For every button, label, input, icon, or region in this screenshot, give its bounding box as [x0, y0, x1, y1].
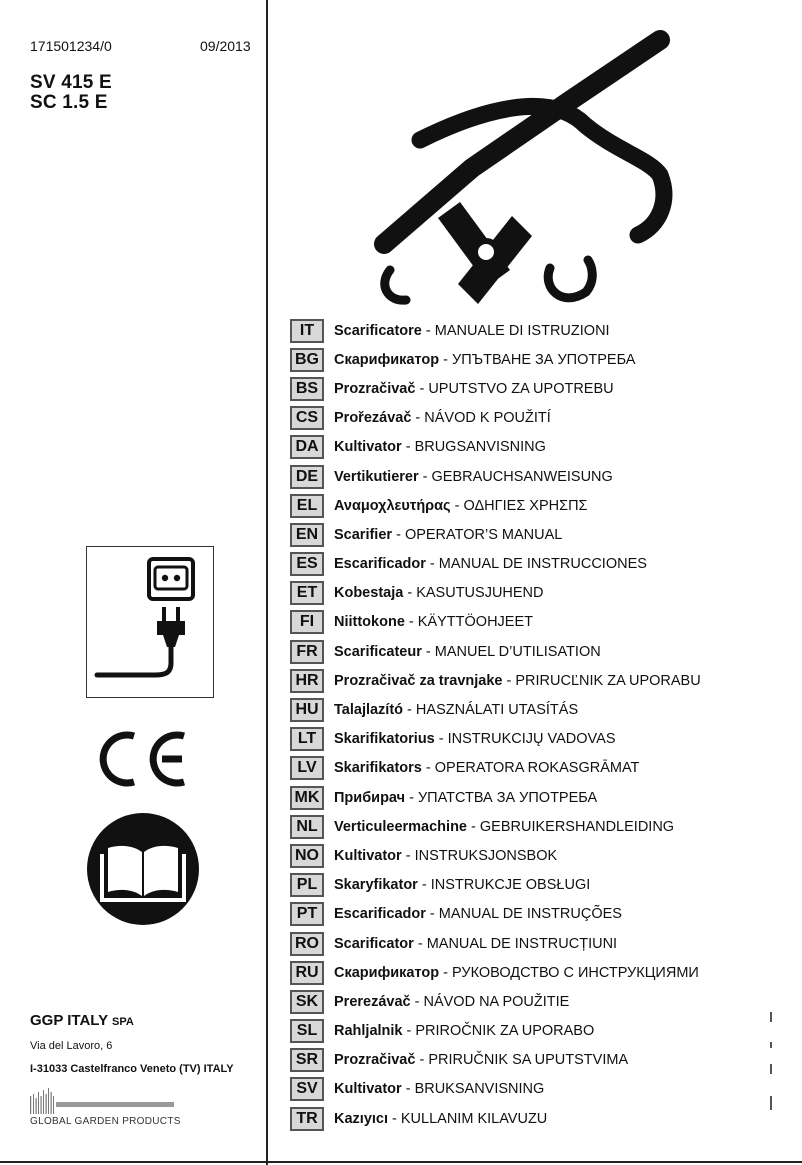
model-name: SC 1.5 E — [30, 92, 108, 113]
language-code-badge: BG — [290, 348, 324, 372]
product-name: Prozračivač — [334, 1052, 416, 1069]
language-row — [290, 491, 701, 520]
separator: - — [413, 935, 427, 952]
edge-mark — [770, 1012, 772, 1022]
language-code-badge: SV — [290, 1077, 324, 1101]
product-name: Scarifier — [334, 526, 393, 543]
language-row — [290, 929, 701, 958]
separator: - — [415, 1052, 429, 1069]
separator: - — [415, 380, 429, 397]
manual-title: MANUAL DE INSTRUCȚIUNI — [426, 935, 618, 952]
manual-title: GEBRAUCHSANWEISUNG — [431, 468, 613, 485]
language-code-badge: TR — [290, 1107, 324, 1131]
manual-title: OPERATORA ROKASGRĀMAT — [434, 760, 640, 777]
manual-title: NÁVOD NA POUŽITIE — [423, 993, 570, 1010]
language-code-badge: RO — [290, 932, 324, 956]
separator: - — [410, 993, 424, 1010]
language-row — [290, 841, 701, 870]
product-name: Rahljalnik — [334, 1023, 403, 1040]
scarifier-icon — [360, 30, 680, 310]
separator: - — [421, 643, 435, 660]
product-name: Kazıyıcı — [334, 1110, 388, 1127]
product-name: Escarificador — [334, 906, 426, 923]
product-name: Prerezávač — [334, 993, 411, 1010]
manual-title: ΟΔΗΓΙΕΣ ΧΡΗΣΠΣ — [463, 497, 588, 514]
manual-title: KASUTUSJUHEND — [416, 585, 544, 602]
manual-title: INSTRUKCJE OBSŁUGI — [430, 877, 591, 894]
document-date: 09/2013 — [200, 38, 251, 54]
manual-title: РУКОВОДСТВО С ИНСТРУКЦИЯМИ — [452, 964, 699, 981]
product-name: Escarificador — [334, 556, 426, 573]
product-name: Niittokone — [334, 614, 405, 631]
manual-title: BRUKSANVISNING — [414, 1081, 545, 1098]
company-name — [30, 1012, 134, 1029]
product-name: Skarifikatorius — [334, 731, 435, 748]
bottom-rule — [0, 1161, 802, 1163]
language-code-badge: PT — [290, 902, 324, 926]
separator: - — [502, 672, 516, 689]
language-row — [290, 462, 701, 491]
separator: - — [439, 964, 453, 981]
manual-title: KULLANIM KILAVUZU — [400, 1110, 548, 1127]
electric-plug-pictogram — [86, 546, 214, 698]
edge-mark — [770, 1096, 772, 1110]
language-code-badge: LT — [290, 727, 324, 751]
document-code: 171501234/0 — [30, 38, 112, 54]
language-row — [290, 1075, 701, 1104]
language-row — [290, 900, 701, 929]
model-name: SV 415 E — [30, 72, 112, 93]
electric-plug-icon — [87, 547, 213, 697]
language-row — [290, 754, 701, 783]
language-row — [290, 987, 701, 1016]
language-row — [290, 871, 701, 900]
language-code-badge: LV — [290, 756, 324, 780]
language-row — [290, 520, 701, 549]
language-code-badge: EL — [290, 494, 324, 518]
barcode-logo-icon — [30, 1088, 180, 1114]
language-code-badge: ET — [290, 581, 324, 605]
language-code-badge: NO — [290, 844, 324, 868]
product-name: Skaryfikator — [334, 877, 418, 894]
separator: - — [450, 497, 464, 514]
separator: - — [388, 1110, 401, 1127]
company-city: I-31033 Castelfranco Veneto (TV) ITALY — [30, 1063, 234, 1075]
language-row — [290, 812, 701, 841]
product-name: Prozračivač — [334, 380, 416, 397]
language-code-badge: HR — [290, 669, 324, 693]
product-name: Scarificateur — [334, 643, 422, 660]
separator: - — [405, 789, 418, 806]
company-name-text: GGP ITALY — [30, 1012, 108, 1029]
manual-title: INSTRUKSJONSBOK — [414, 847, 558, 864]
product-name: Αναμοχλευτήρας — [334, 497, 451, 514]
language-code-badge: SR — [290, 1048, 324, 1072]
company-suffix: SPA — [111, 1016, 134, 1028]
separator: - — [401, 439, 415, 456]
language-code-badge: FI — [290, 610, 324, 634]
manual-title: BRUGSANVISNING — [414, 439, 546, 456]
separator: - — [434, 731, 448, 748]
language-code-badge: FR — [290, 640, 324, 664]
language-row — [290, 1046, 701, 1075]
separator: - — [403, 702, 416, 719]
separator: - — [417, 877, 431, 894]
language-row — [290, 783, 701, 812]
language-row — [290, 579, 701, 608]
manual-title: УПЪТВАНЕ ЗА УПОТРЕБА — [452, 351, 636, 368]
language-list — [290, 316, 701, 1133]
product-name: Скарификатор — [334, 964, 440, 981]
language-row — [290, 666, 701, 695]
edge-mark — [770, 1042, 772, 1048]
language-row — [290, 433, 701, 462]
language-code-badge: RU — [290, 961, 324, 985]
language-code-badge: BS — [290, 377, 324, 401]
language-code-badge: IT — [290, 319, 324, 343]
product-name: Verticuleermachine — [334, 818, 467, 835]
language-row — [290, 958, 701, 987]
language-row — [290, 404, 701, 433]
manual-title: INSTRUKCIJŲ VADOVAS — [447, 731, 616, 748]
manual-book-icon — [86, 812, 200, 926]
separator: - — [401, 847, 415, 864]
manual-title: PRIRUČNIK SA UPUTSTVIMA — [428, 1052, 629, 1069]
manual-title: PRIROČNIK ZA UPORABO — [415, 1023, 595, 1040]
language-code-badge: PL — [290, 873, 324, 897]
language-code-badge: DE — [290, 465, 324, 489]
product-name: Kobestaja — [334, 585, 404, 602]
vertical-divider — [266, 0, 268, 1165]
separator: - — [402, 1023, 416, 1040]
product-name: Prořezávač — [334, 410, 412, 427]
language-code-badge: CS — [290, 406, 324, 430]
manual-title: NÁVOD K POUŽITÍ — [424, 410, 551, 427]
separator: - — [425, 906, 439, 923]
product-name: Kultivator — [334, 439, 402, 456]
language-code-badge: MK — [290, 786, 324, 810]
language-row — [290, 1104, 701, 1133]
product-name: Skarifikators — [334, 760, 422, 777]
separator: - — [403, 585, 417, 602]
language-code-badge: SK — [290, 990, 324, 1014]
language-row — [290, 550, 701, 579]
manual-title: HASZNÁLATI UTASÍTÁS — [415, 702, 579, 719]
product-name: Прибирач — [334, 789, 406, 806]
manual-title: OPERATOR’S MANUAL — [404, 526, 563, 543]
language-code-badge: HU — [290, 698, 324, 722]
language-row — [290, 374, 701, 403]
language-row — [290, 345, 701, 374]
language-row — [290, 725, 701, 754]
product-name: Kultivator — [334, 1081, 402, 1098]
product-name: Скарификатор — [334, 351, 440, 368]
language-row — [290, 608, 701, 637]
manual-title: MANUAL DE INSTRUÇÕES — [438, 906, 622, 923]
manual-title: MANUALE DI ISTRUZIONI — [434, 322, 610, 339]
brand-name: GLOBAL GARDEN PRODUCTS — [30, 1116, 181, 1127]
separator: - — [425, 556, 439, 573]
separator: - — [421, 760, 435, 777]
separator: - — [404, 614, 418, 631]
separator: - — [439, 351, 453, 368]
edge-mark — [770, 1064, 772, 1074]
language-row — [290, 1017, 701, 1046]
product-name: Scarificatore — [334, 322, 422, 339]
manual-title: УПАТСТВА ЗА УПОТРЕБА — [417, 789, 598, 806]
separator: - — [411, 410, 425, 427]
product-name: Kultivator — [334, 847, 402, 864]
language-code-badge: ES — [290, 552, 324, 576]
language-code-badge: DA — [290, 435, 324, 459]
language-code-badge: EN — [290, 523, 324, 547]
separator: - — [467, 818, 480, 835]
product-name: Vertikutierer — [334, 468, 419, 485]
company-street: Via del Lavoro, 6 — [30, 1040, 113, 1052]
ce-mark-icon — [90, 726, 190, 792]
separator: - — [401, 1081, 415, 1098]
product-name: Prozračivač za travnjake — [334, 672, 503, 689]
language-row — [290, 637, 701, 666]
manual-title: MANUEL D’UTILISATION — [434, 643, 601, 660]
language-row — [290, 695, 701, 724]
product-name: Talajlazító — [334, 702, 404, 719]
manual-title: MANUAL DE INSTRUCCIONES — [438, 556, 647, 573]
manual-title: UPUTSTVO ZA UPOTREBU — [428, 380, 614, 397]
language-code-badge: SL — [290, 1019, 324, 1043]
manual-title: PRIRUCĽNIK ZA UPORABU — [515, 672, 701, 689]
separator: - — [421, 322, 435, 339]
language-row — [290, 316, 701, 345]
separator: - — [392, 526, 405, 543]
manual-title: GEBRUIKERSHANDLEIDING — [479, 818, 675, 835]
product-name: Scarificator — [334, 935, 414, 952]
manual-title: KÄYTTÖOHJEET — [417, 614, 533, 631]
separator: - — [418, 468, 432, 485]
language-code-badge: NL — [290, 815, 324, 839]
